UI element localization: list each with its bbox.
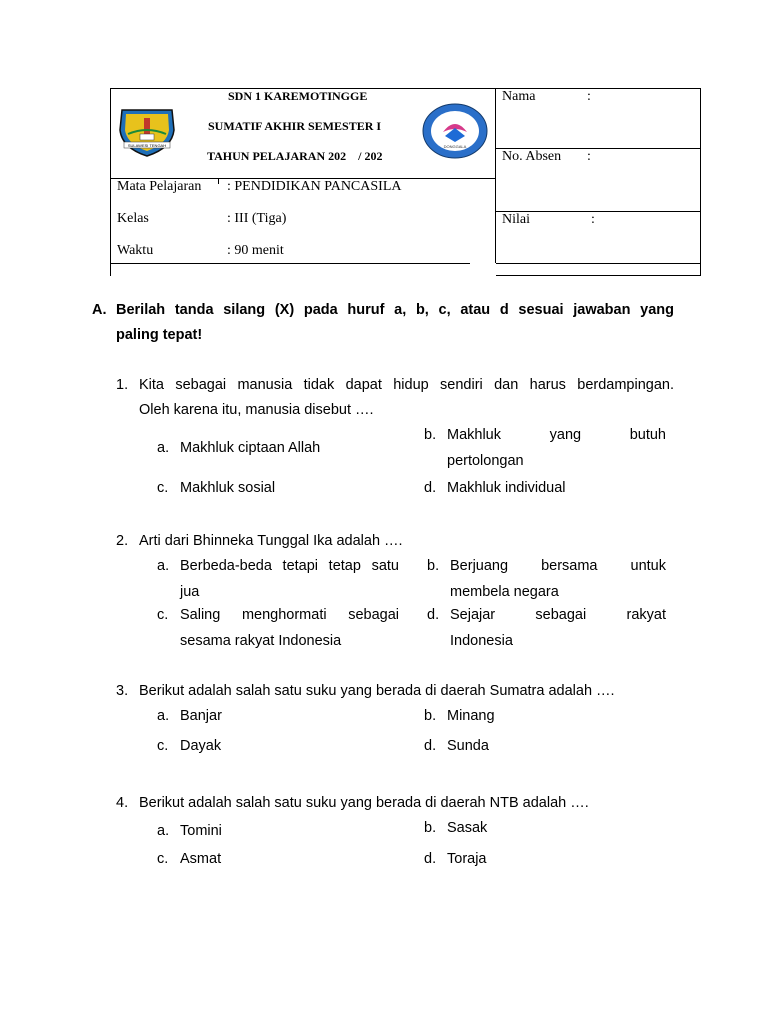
- score-colon[interactable]: :: [591, 212, 595, 227]
- name-colon[interactable]: :: [587, 89, 591, 104]
- question-text-line2: Oleh karena itu, manusia disebut ….: [139, 402, 374, 418]
- table-row-line: [110, 263, 470, 264]
- question-text-line1: Kita sebagai manusia tidak dapat hidup sendiri dan harus berdampingan.: [139, 377, 674, 393]
- question-number: 3.: [116, 683, 129, 699]
- option-letter[interactable]: c.: [157, 607, 169, 623]
- option-text[interactable]: Sunda: [447, 738, 489, 754]
- badge-logo-text: DONGGALA: [443, 144, 467, 149]
- table-border-right: [700, 88, 701, 276]
- option-text-line1[interactable]: Sejajar sebagai rakyat: [450, 607, 666, 623]
- option-text[interactable]: Makhluk individual: [447, 480, 566, 496]
- section-instruction-line2: paling tepat!: [116, 327, 203, 343]
- exam-title: SUMATIF AKHIR SEMESTER I: [208, 119, 382, 133]
- table-divider: [495, 88, 496, 263]
- option-text[interactable]: Dayak: [180, 738, 222, 754]
- field-value-time: : 90 menit: [227, 243, 284, 258]
- option-text-line2[interactable]: jua: [180, 584, 200, 600]
- question-number: 2.: [116, 533, 129, 549]
- option-letter[interactable]: b.: [424, 427, 437, 443]
- option-text-line2[interactable]: pertolongan: [447, 453, 524, 469]
- absen-colon[interactable]: :: [587, 149, 591, 164]
- header-table: [110, 88, 701, 276]
- field-value-class: : III (Tiga): [227, 211, 287, 226]
- option-letter[interactable]: a.: [157, 558, 170, 574]
- absen-label: No. Absen: [502, 149, 562, 164]
- option-letter[interactable]: b.: [424, 708, 437, 724]
- option-letter[interactable]: b.: [424, 820, 437, 836]
- school-badge-logo: [421, 102, 489, 160]
- option-letter[interactable]: b.: [427, 558, 440, 574]
- field-value-subject: : PENDIDIKAN PANCASILA: [227, 179, 402, 194]
- option-text[interactable]: Sasak: [447, 820, 488, 836]
- school-name: SDN 1 KAREMOTINGGE: [228, 89, 368, 103]
- option-text[interactable]: Asmat: [180, 851, 222, 867]
- option-text-line1[interactable]: Saling menghormati sebagai: [180, 607, 399, 623]
- option-text-line2[interactable]: membela negara: [450, 584, 559, 600]
- option-letter[interactable]: c.: [157, 480, 169, 496]
- option-letter[interactable]: a.: [157, 440, 170, 456]
- question-number: 1.: [116, 377, 129, 393]
- option-letter[interactable]: a.: [157, 823, 170, 839]
- table-border-left: [110, 88, 111, 276]
- field-label-subject: Mata Pelajaran: [117, 179, 202, 194]
- score-label: Nilai: [502, 212, 530, 227]
- province-logo-text: SULAWESI TENGAH: [127, 143, 167, 148]
- option-letter[interactable]: d.: [424, 738, 437, 754]
- question-text-line1: Berikut adalah salah satu suku yang berada di daerah NTB adalah ….: [139, 795, 589, 811]
- table-row-line: [496, 263, 701, 264]
- question-text-line1: Arti dari Bhinneka Tunggal Ika adalah ….: [139, 533, 403, 549]
- option-letter[interactable]: c.: [157, 738, 169, 754]
- option-text[interactable]: Makhluk sosial: [180, 480, 276, 496]
- option-text-line1[interactable]: Berjuang bersama untuk: [450, 558, 666, 574]
- section-instruction-line1: Berilah tanda silang (X) pada huruf a, b, c, atau d sesuai jawaban yang: [116, 302, 674, 318]
- table-border-bottom: [496, 275, 701, 276]
- option-letter[interactable]: a.: [157, 708, 170, 724]
- option-text[interactable]: Tomini: [180, 823, 222, 839]
- option-text[interactable]: Minang: [447, 708, 495, 724]
- question-text-line1: Berikut adalah salah satu suku yang berada di daerah Sumatra adalah ….: [139, 683, 615, 699]
- name-label: Nama: [502, 89, 536, 104]
- option-text-line2[interactable]: sesama rakyat Indonesia: [180, 633, 342, 649]
- field-label-class: Kelas: [117, 211, 149, 226]
- option-text[interactable]: Banjar: [180, 708, 222, 724]
- question-number: 4.: [116, 795, 129, 811]
- option-text[interactable]: Makhluk ciptaan Allah: [180, 440, 321, 456]
- school-year: TAHUN PELAJARAN 202 / 202: [207, 149, 383, 163]
- option-letter[interactable]: d.: [424, 480, 437, 496]
- section-marker: A.: [92, 302, 107, 318]
- option-letter[interactable]: c.: [157, 851, 169, 867]
- table-tick: [218, 178, 219, 184]
- province-logo: [114, 104, 180, 158]
- option-text[interactable]: Toraja: [447, 851, 487, 867]
- option-text-line1[interactable]: Berbeda-beda tetapi tetap satu: [180, 558, 399, 574]
- field-label-time: Waktu: [117, 243, 154, 258]
- option-letter[interactable]: d.: [427, 607, 440, 623]
- option-text-line1[interactable]: Makhluk yang butuh: [447, 427, 666, 443]
- table-border-top: [110, 88, 701, 89]
- option-text-line2[interactable]: Indonesia: [450, 633, 513, 649]
- option-letter[interactable]: d.: [424, 851, 437, 867]
